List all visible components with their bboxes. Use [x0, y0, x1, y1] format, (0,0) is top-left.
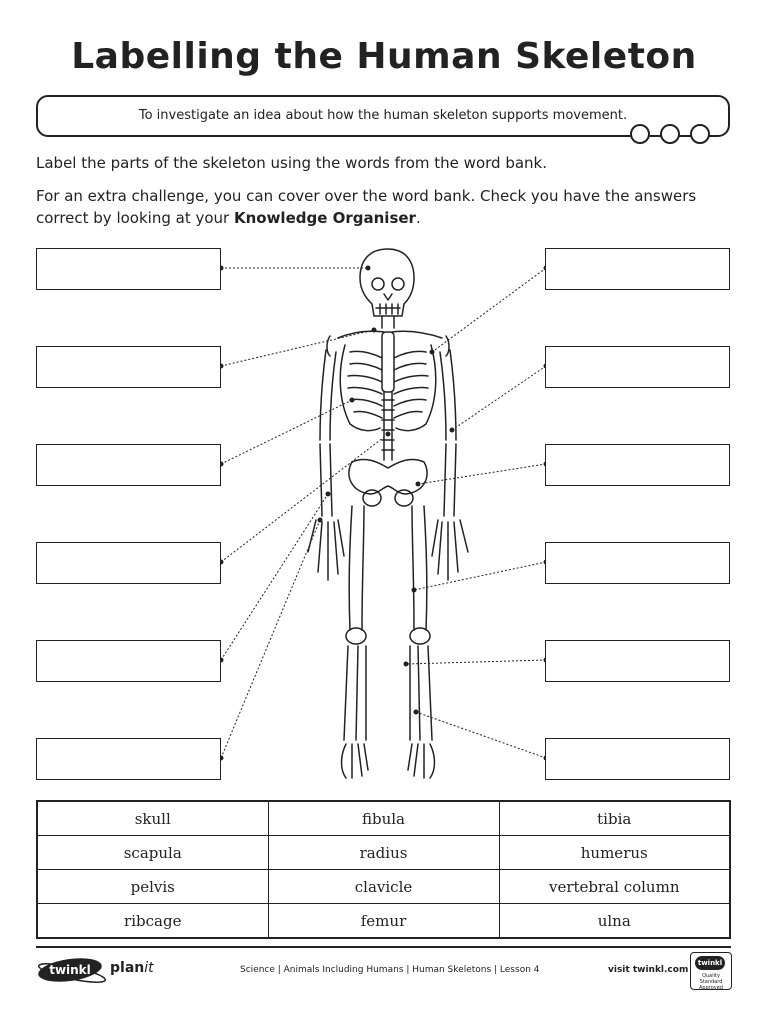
- answer-box-right-5[interactable]: [545, 640, 730, 682]
- word-bank-cell: radius: [268, 836, 499, 870]
- badge-text: Quality Standard Approved: [699, 973, 723, 991]
- answer-box-right-6[interactable]: [545, 738, 730, 780]
- answer-box-left-2[interactable]: [36, 346, 221, 388]
- word-bank-cell: ulna: [499, 904, 730, 939]
- word-bank-row: [37, 904, 730, 939]
- instruction-text-2: For an extra challenge, you can cover over the word bank. Check you have the answers correct by looking at your Knowledge Organiser.: [36, 187, 697, 227]
- answer-box-left-4[interactable]: [36, 542, 221, 584]
- planit-logo: planit: [110, 960, 154, 976]
- word-bank-cell: humerus: [499, 836, 730, 870]
- twinkl-logo: [36, 955, 108, 985]
- word-bank-row: [37, 836, 730, 870]
- svg-text:twinkl: twinkl: [49, 963, 91, 977]
- quality-standard-badge: [690, 952, 732, 990]
- word-bank-cell: clavicle: [268, 870, 499, 904]
- word-bank-cell: pelvis: [37, 870, 268, 904]
- word-bank-cell: tibia: [499, 801, 730, 836]
- answer-box-left-5[interactable]: [36, 640, 221, 682]
- answer-box-right-4[interactable]: [545, 542, 730, 584]
- answer-box-right-3[interactable]: [545, 444, 730, 486]
- word-bank-cell: vertebral column: [499, 870, 730, 904]
- footer-divider: [36, 946, 731, 948]
- skeleton-illustration: [308, 249, 468, 778]
- instruction-text-1: Label the parts of the skeleton using the words from the word bank.: [36, 154, 547, 172]
- word-bank-cell: ribcage: [37, 904, 268, 939]
- word-bank-cell: scapula: [37, 836, 268, 870]
- word-bank-table: [36, 800, 731, 939]
- answer-box-left-1[interactable]: [36, 248, 221, 290]
- visit-twinkl-link[interactable]: visit twinkl.com: [608, 965, 689, 975]
- answer-box-right-2[interactable]: [545, 346, 730, 388]
- answer-box-right-1[interactable]: [545, 248, 730, 290]
- word-bank-row: [37, 801, 730, 836]
- learning-objective-text: To investigate an idea about how the human skeleton supports movement.: [138, 108, 628, 123]
- word-bank-cell: skull: [37, 801, 268, 836]
- leader-lines: [221, 268, 546, 758]
- word-bank-cell: fibula: [268, 801, 499, 836]
- answer-box-left-3[interactable]: [36, 444, 221, 486]
- knowledge-organiser-label: Knowledge Organiser: [233, 209, 416, 227]
- word-bank-cell: femur: [268, 904, 499, 939]
- leader-dots: [219, 266, 549, 761]
- answer-box-left-6[interactable]: [36, 738, 221, 780]
- badge-logo: twinkl: [695, 956, 725, 970]
- footer-breadcrumb: Science | Animals Including Humans | Human Skeletons | Lesson 4: [240, 965, 540, 975]
- word-bank-row: [37, 870, 730, 904]
- page-title: Labelling the Human Skeleton: [71, 36, 697, 77]
